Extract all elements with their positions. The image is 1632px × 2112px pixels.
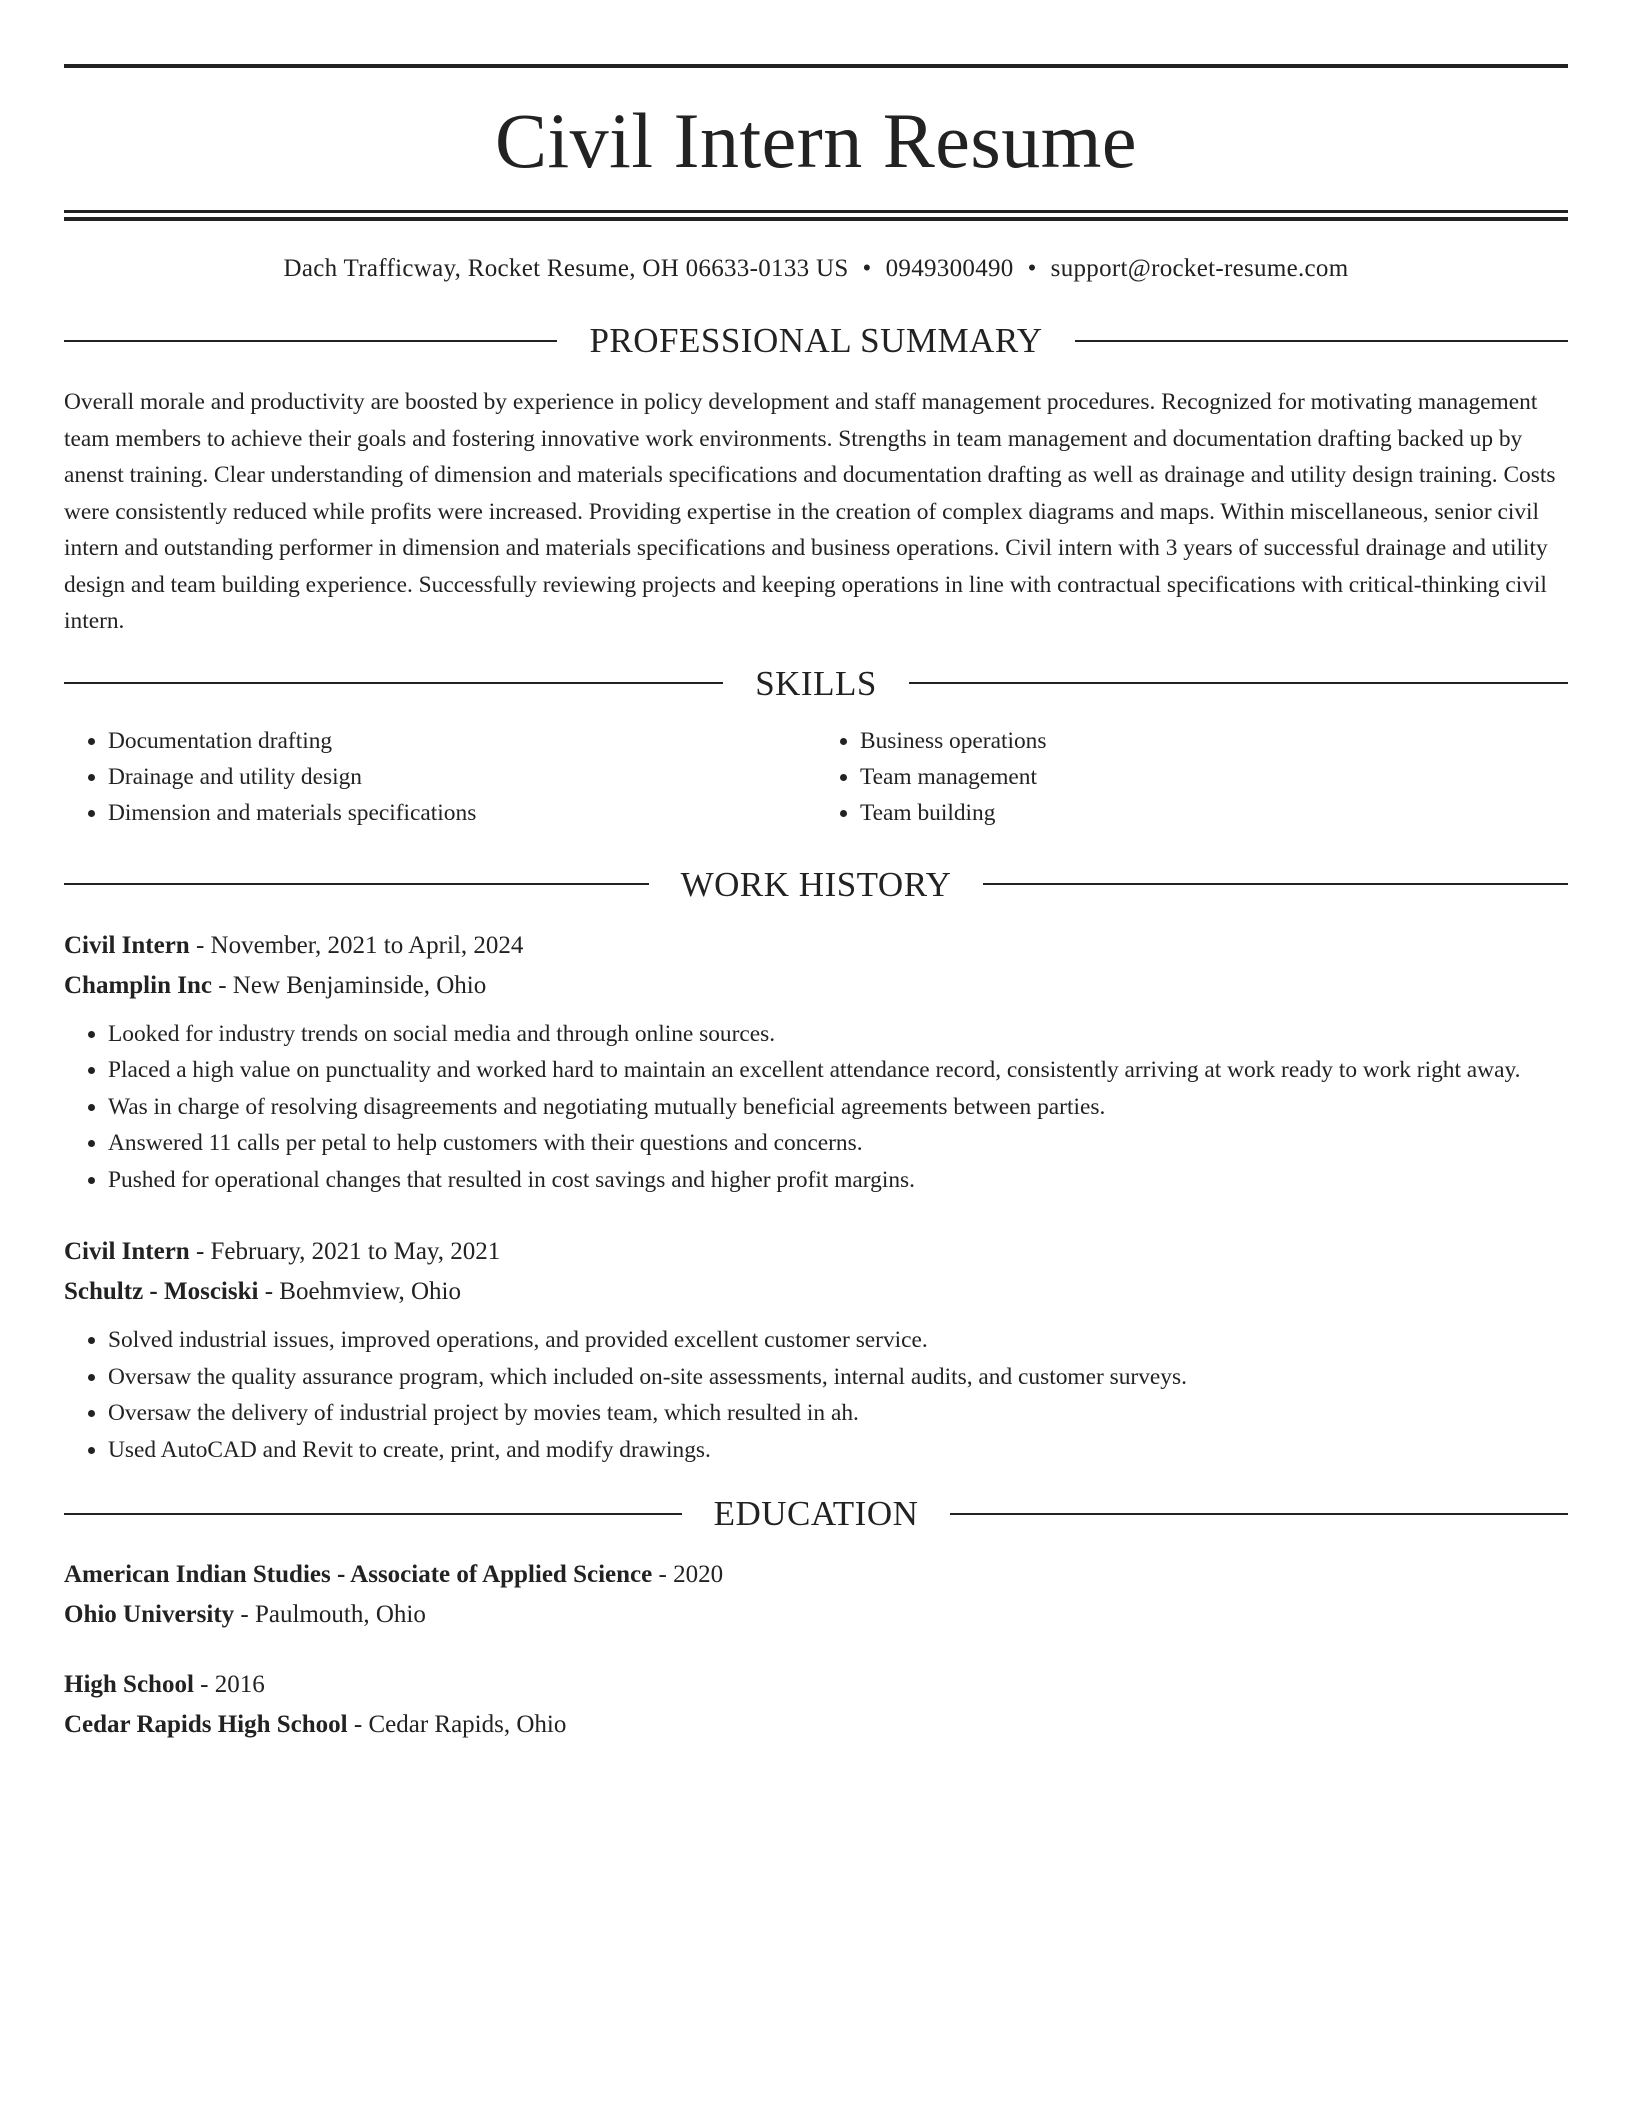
education-degree: American Indian Studies - Associate of Applied Science	[64, 1561, 653, 1588]
education-degree-line	[64, 1665, 1568, 1705]
dash: -	[189, 1238, 211, 1265]
job-company: Champlin Inc	[64, 971, 212, 999]
section-rule	[909, 682, 1568, 684]
section-title-summary: PROFESSIONAL SUMMARY	[589, 321, 1043, 360]
skills-column-right	[816, 723, 1568, 831]
education-entry	[64, 1555, 1568, 1635]
section-rule	[64, 883, 649, 885]
job-title-line	[64, 926, 1568, 966]
section-header-work	[64, 864, 1568, 904]
contact-email: support@rocket-resume.com	[1050, 255, 1349, 282]
skill-item: • Dimension and materials specifications	[108, 795, 816, 831]
skill-item: • Team management	[860, 759, 1568, 795]
top-rule	[64, 64, 1568, 68]
skill-item: • Business operations	[860, 723, 1568, 759]
summary-text: Overall morale and productivity are boosted by experience in policy development and staff management procedures. Recognized for motivating management team members to achieve their goals and fostering innovative work environments. Strengths in team management and documentation drafting backed up by anenst training. Clear understanding of dimension and materials specifications and documentation drafting as well as drainage and utility design training. Costs were consistently reduced while profits were increased. Providing expertise in the creation of complex diagrams and maps. Within miscellaneous, senior civil intern and outstanding performer in dimension and materials specifications and business operations. Civil intern with 3 years of successful drainage and utility design and team building experience. Successfully reviewing projects and keeping operations in line with contractual specifications with critical-thinking civil intern.	[64, 389, 1556, 634]
job-title-line	[64, 1232, 1568, 1272]
job-bullet: • Solved industrial issues, improved operations, and provided excellent customer service.	[108, 1322, 1568, 1359]
education-degree-line	[64, 1555, 1568, 1595]
job-location: New Benjaminside, Ohio	[232, 971, 487, 999]
job-bullets	[64, 1016, 1568, 1199]
section-rule	[950, 1513, 1568, 1515]
section-title-skills: SKILLS	[755, 663, 877, 703]
job-bullet: • Oversaw the delivery of industrial project by movies team, which resulted in ah.	[108, 1395, 1568, 1432]
job-bullet: • Was in charge of resolving disagreements and negotiating mutually beneficial agreements between parties.	[108, 1089, 1568, 1126]
section-header-skills	[64, 663, 1568, 703]
education-entry	[64, 1665, 1568, 1745]
dash: -	[652, 1561, 674, 1588]
contact-separator: •	[862, 255, 872, 282]
dash: -	[234, 1601, 255, 1628]
job-bullet: • Oversaw the quality assurance program, which included on-site assessments, internal audits, and customer surveys.	[108, 1359, 1568, 1396]
contact-line	[64, 255, 1568, 283]
job-title: Civil Intern	[64, 1238, 190, 1265]
job-dates: February, 2021 to May, 2021	[210, 1238, 501, 1265]
job-bullet: • Answered 11 calls per petal to help customers with their questions and concerns.	[108, 1125, 1568, 1162]
section-title-education: EDUCATION	[713, 1494, 919, 1533]
education-location: Paulmouth, Ohio	[254, 1601, 426, 1628]
job-bullet: • Used AutoCAD and Revit to create, print, and modify drawings.	[108, 1432, 1568, 1469]
skill-item: • Team building	[860, 795, 1568, 831]
section-rule	[983, 883, 1568, 885]
contact-address: Dach Trafficway, Rocket Resume, OH 06633-0133 US	[283, 255, 849, 282]
section-rule	[1075, 340, 1568, 342]
section-rule	[64, 682, 723, 684]
job-bullet: • Pushed for operational changes that resulted in cost savings and higher profit margins.	[108, 1162, 1568, 1199]
skills-list	[64, 723, 1568, 831]
section-header-education	[64, 1496, 1568, 1531]
education-school: Cedar Rapids High School	[64, 1711, 348, 1738]
section-rule	[64, 340, 557, 342]
section-header-summary	[64, 323, 1568, 358]
job-bullet: • Looked for industry trends on social media and through online sources.	[108, 1016, 1568, 1053]
skill-item: • Documentation drafting	[108, 723, 816, 759]
education-location: Cedar Rapids, Ohio	[368, 1711, 567, 1738]
skills-column-left	[64, 723, 816, 831]
contact-separator: •	[1027, 255, 1037, 282]
job-company: Schultz - Mosciski	[64, 1278, 259, 1305]
job-location: Boehmview, Ohio	[279, 1278, 461, 1305]
dash: -	[347, 1711, 369, 1738]
dash: -	[189, 931, 211, 959]
section-rule	[64, 1513, 682, 1515]
dash: -	[193, 1671, 215, 1698]
job-company-line	[64, 1272, 1568, 1312]
title-double-rule	[64, 210, 1568, 221]
section-title-work: WORK HISTORY	[680, 864, 952, 904]
education-year: 2020	[673, 1561, 724, 1588]
education-school-line	[64, 1595, 1568, 1635]
job-dates: November, 2021 to April, 2024	[210, 931, 524, 959]
contact-phone: 0949300490	[885, 255, 1014, 282]
education-school: Ohio University	[64, 1601, 235, 1628]
job-title: Civil Intern	[64, 931, 190, 959]
job-bullets	[64, 1322, 1568, 1468]
resume-title: Civil Intern Resume	[494, 97, 1138, 184]
job-bullet: • Placed a high value on punctuality and worked hard to maintain an excellent attendance record, consistently arriving at work ready to work right away.	[108, 1052, 1568, 1089]
education-year: 2016	[214, 1671, 265, 1698]
job-company-line	[64, 966, 1568, 1006]
job-entry	[64, 926, 1568, 1199]
dash: -	[258, 1278, 280, 1305]
dash: -	[211, 971, 233, 999]
skill-item: • Drainage and utility design	[108, 759, 816, 795]
education-degree: High School	[64, 1671, 194, 1698]
job-entry	[64, 1232, 1568, 1468]
education-school-line	[64, 1705, 1568, 1745]
